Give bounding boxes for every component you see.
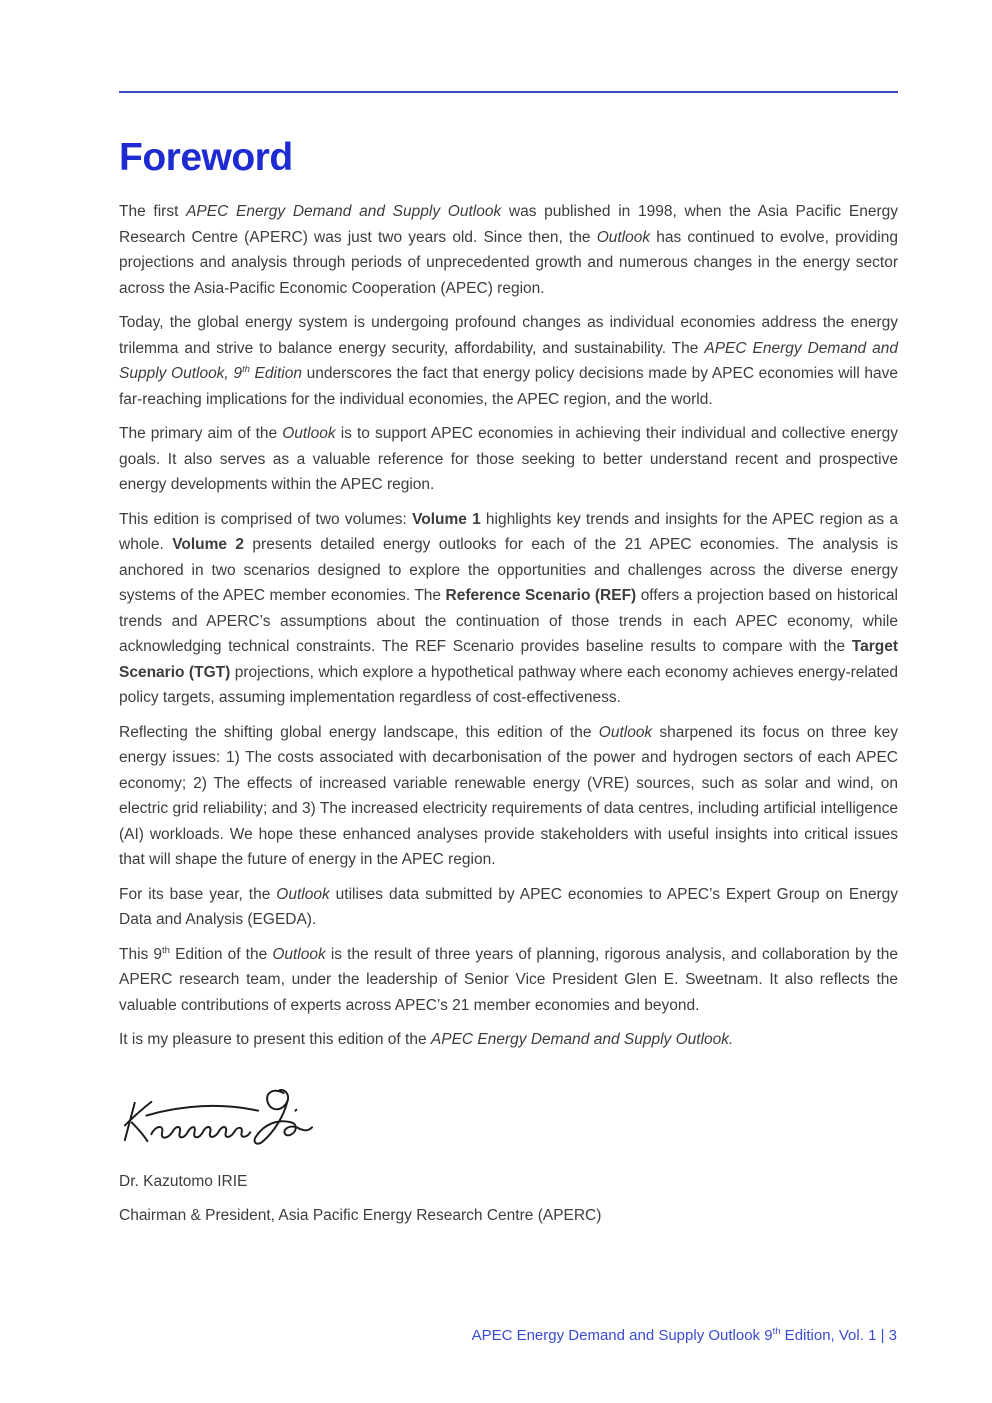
text-run: Target Scenario (TGT) — [119, 638, 898, 681]
text-run: Outlook — [282, 425, 336, 442]
foreword-paragraph-6 — [119, 882, 898, 933]
text-run: Outlook — [272, 945, 326, 963]
text-run: Outlook — [598, 723, 653, 741]
text-run: APEC Energy Demand and Supply Outlook, 9 — [119, 339, 899, 382]
text-run: It is my pleasure to present this edition of the — [119, 1031, 431, 1048]
text-run: has continued to evolve, providing projections and analysis through periods of unprecedented growth and numerous changes in the energy sector across the Asia-Pacific Economic Cooperation (APEC) region. — [119, 228, 898, 297]
text-run: sharpened its focus on three key energy issues: 1) The costs associated with decarbonisation of the power and hydrogen sectors of each APEC economy; 2) The effects of increased variable renewable energy (VRE) sources, such as solar and wind, on electric grid reliability; and 3) The increased electricity requirements of data centres, including artificial intelligence (AI) workloads. We hope these enhanced analyses provide stakeholders with useful insights into critical issues that will shape the future of energy in the APEC region. — [119, 723, 898, 868]
text-run: The primary aim of the — [119, 425, 283, 442]
text-run: was published in 1998, when the Asia Pacific Energy Research Centre (APERC) was just two years old. Since then, the — [119, 203, 898, 246]
foreword-paragraph-3 — [119, 421, 898, 498]
signature-block — [119, 1083, 898, 1229]
foreword-paragraph-2 — [119, 310, 898, 412]
text-run: Volume 2 — [172, 536, 245, 553]
foreword-paragraph-1 — [119, 199, 898, 301]
text-run: is the result of three years of planning, rigorous analysis, and collaboration by the APERC research team, under the leadership of Senior Vice President Glen E. Sweetnam. It also reflects the valuable contributions of experts across APEC’s 21 member economies and beyond. — [119, 945, 899, 1014]
text-run: offers a projection based on historical trends and APERC’s assumptions about the continuation of those trends in each APEC economy, while acknowledging technical constraints. The REF Scenario provides baseline results to compare with the — [119, 587, 898, 655]
footer-page-label — [472, 1326, 897, 1346]
text-run: is to support APEC economies in achieving their individual and collective energy goals. It also serves as a valuable reference for those seeking to better understand recent and prospective energy developments within the APEC region. — [119, 425, 898, 493]
text-run: Edition of the — [169, 945, 273, 963]
page-content — [119, 0, 898, 1229]
text-run: Edition — [249, 365, 302, 382]
text-run: underscores the fact that energy policy decisions made by APEC economies will have far-reaching implications for the individual economies, the APEC region, and the world. — [119, 365, 898, 408]
text-run: projections, which explore a hypothetical pathway where each economy achieves energy-related policy targets, assuming implementation regardless of cost-effectiveness. — [119, 663, 898, 706]
foreword-paragraph-8 — [119, 1027, 898, 1053]
text-run: th — [242, 364, 250, 375]
text-run: Today, the global energy system is undergoing profound changes as individual economies address the energy trilemma and strive to balance energy security, affordability, and sustainability. The — [119, 314, 898, 357]
text-run: APEC Energy Demand and Supply Outlook. — [430, 1031, 734, 1048]
foreword-paragraph-7 — [119, 942, 898, 1019]
text-run: Reflecting the shifting global energy landscape, this edition of the — [119, 723, 599, 741]
text-run: For its base year, the — [119, 885, 277, 903]
text-run: APEC Energy Demand and Supply Outlook 9 — [471, 1327, 773, 1344]
page-title: Foreword — [119, 136, 293, 179]
text-run: This edition is comprised of two volumes: — [119, 510, 413, 528]
text-run: th — [162, 944, 170, 956]
foreword-paragraph-5 — [119, 720, 898, 873]
text-run: APEC Energy Demand and Supply Outlook — [186, 203, 502, 220]
signatory-role: Chairman & President, Asia Pacific Energy Research Centre (APERC) — [119, 1207, 602, 1224]
text-run: th — [772, 1326, 781, 1337]
text-run: The first — [119, 203, 187, 220]
text-run: Reference Scenario (REF) — [445, 587, 637, 604]
signature-image — [119, 1083, 315, 1157]
text-run: Outlook — [276, 885, 330, 903]
text-run: Edition, Vol. 1 | 3 — [780, 1327, 897, 1344]
text-run: highlights key trends and insights for the APEC region as a whole. — [119, 510, 898, 553]
signatory-name: Dr. Kazutomo IRIE — [119, 1172, 248, 1190]
foreword-paragraph-4 — [119, 507, 898, 711]
foreword-body — [119, 199, 898, 1053]
text-run: Outlook — [596, 228, 651, 246]
text-run: presents detailed energy outlooks for each of the 21 APEC economies. The analysis is anchored in two scenarios designed to explore the opportunities and challenges across the diverse energy systems of the APEC member economies. The — [119, 536, 898, 604]
text-run: Volume 1 — [412, 510, 481, 528]
top-rule — [119, 91, 898, 93]
text-run: utilises data submitted by APEC economies to APEC’s Expert Group on Energy Data and Analysis (EGEDA). — [119, 885, 898, 928]
text-run: This 9 — [119, 945, 163, 963]
